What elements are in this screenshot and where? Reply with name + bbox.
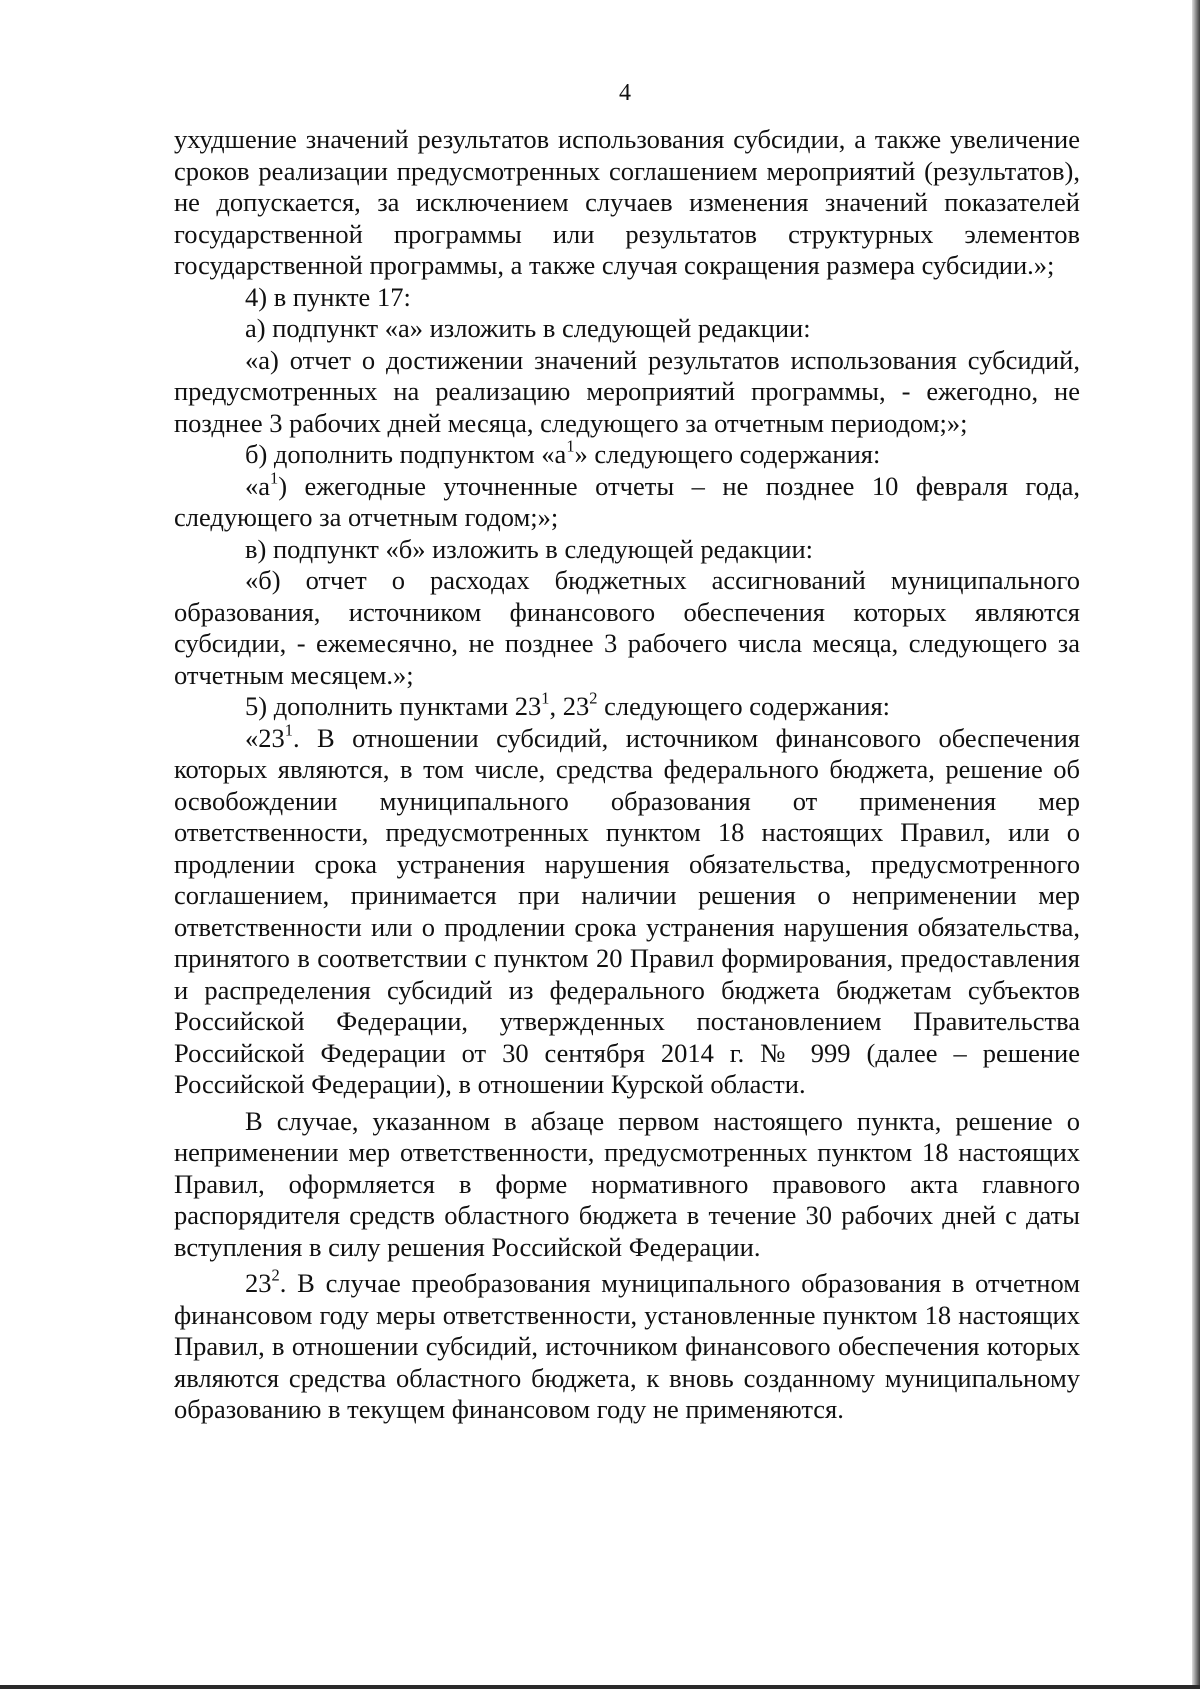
superscript: 1 (270, 468, 279, 487)
text-segment: ) ежегодные уточненные отчеты – не позднее 10 февраля года, следующего за отчетным годом;»; (174, 470, 1080, 532)
text-segment: б) дополнить подпунктом «а (245, 439, 567, 469)
paragraph-p2 (174, 282, 1080, 314)
text-segment: ухудшение значений результатов использования субсидии, а также увеличение сроков реализации предусмотренных соглашением мероприятий (результатов), не допускается, за исключением случаев изменения значений показателей государственной программы или результатов структурных элементов государственной программы, а также случая сокращения размера субсидии.»; (174, 124, 1080, 280)
page-number: 4 (619, 80, 631, 106)
paragraph-p8 (174, 565, 1080, 691)
scan-edge-right (1192, 0, 1200, 1689)
paragraph-p3 (174, 313, 1080, 345)
document-body (174, 124, 1080, 1426)
paragraph-p9 (174, 688, 1080, 723)
superscript: 1 (284, 720, 293, 739)
paragraph-p4 (174, 345, 1080, 440)
paragraph-p6 (174, 468, 1080, 534)
text-segment: . В отношении субсидий, источником финансового обеспечения которых являются, в том числе, средства федерального бюджета, решение об освобождении муниципального образования от применения мер ответственности, предусмотренных пунктом 18 настоящих Правил, или о продлении срока устранения нарушения обязательства, предусмотренного соглашением, принимается при наличии решения о неприменении мер ответственности или о продлении срока устранения нарушения обязательства, принятого в соответствии с пунктом 20 Правил формирования, предоставления и распределения субсидий из федерального бюджета бюджетам субъектов Российской Федерации, утвержденных постановлением Правительства Российской Федерации от 30 сентября 2014 г. № 999 (далее – решение Российской Федерации), в отношении Курской области. (174, 722, 1080, 1099)
text-segment: » следующего содержания: (574, 439, 881, 469)
text-segment: а) подпункт «а» изложить в следующей редакции: (245, 313, 811, 343)
paragraph-p5 (174, 436, 1080, 471)
paragraph-p7 (174, 534, 1080, 566)
text-segment: . В случае преобразования муниципального образования в отчетном финансовом году меры ответственности, установленные пунктом 18 настоящих Правил, в отношении субсидий, источником финансового обеспечения которых являются средства областного бюджета, к вновь созданному муниципальному образованию в текущем финансовом году не применяются. (174, 1268, 1080, 1424)
text-segment: «б) отчет о расходах бюджетных ассигнований муниципального образования, источником финансового обеспечения которых являются субсидии, - ежемесячно, не позднее 3 рабочего числа месяца, следующего за отчетным месяцем.»; (174, 565, 1080, 690)
text-segment: 4) в пункте 17: (245, 281, 411, 312)
superscript: 2 (271, 1265, 280, 1285)
paragraph-p10 (174, 720, 1080, 1101)
text-segment: «а) отчет о достижении значений результатов использования субсидий, предусмотренных на реализацию мероприятий программы, - ежегодно, не позднее 3 рабочих дней месяца, следующего за отчетным периодом;»; (174, 344, 1080, 438)
paragraph-p11 (174, 1106, 1080, 1264)
text-segment: «23 (245, 722, 285, 753)
text-segment: 23 (245, 1268, 272, 1298)
paragraph-p1 (174, 124, 1080, 282)
text-segment: следующего содержания: (597, 691, 891, 721)
paragraph-p12 (174, 1265, 1080, 1426)
text-segment: , 23 (549, 691, 590, 721)
text-segment: В случае, указанном в абзаце первом настоящего пункта, решение о неприменении мер ответственности, предусмотренных пунктом 18 настоящих Правил, оформляется в форме нормативного правового акта главного распорядителя средств областного бюджета в течение 30 рабочих дней с даты вступления в силу решения Российской Федерации. (174, 1105, 1080, 1262)
superscript: 2 (589, 688, 598, 708)
text-segment: «а (245, 470, 271, 501)
scan-edge-bottom (0, 1685, 1200, 1689)
text-segment: в) подпункт «б» изложить в следующей редакции: (245, 533, 814, 564)
superscript: 1 (541, 688, 550, 708)
superscript: 1 (566, 436, 575, 456)
text-segment: 5) дополнить пунктами 23 (245, 691, 542, 721)
